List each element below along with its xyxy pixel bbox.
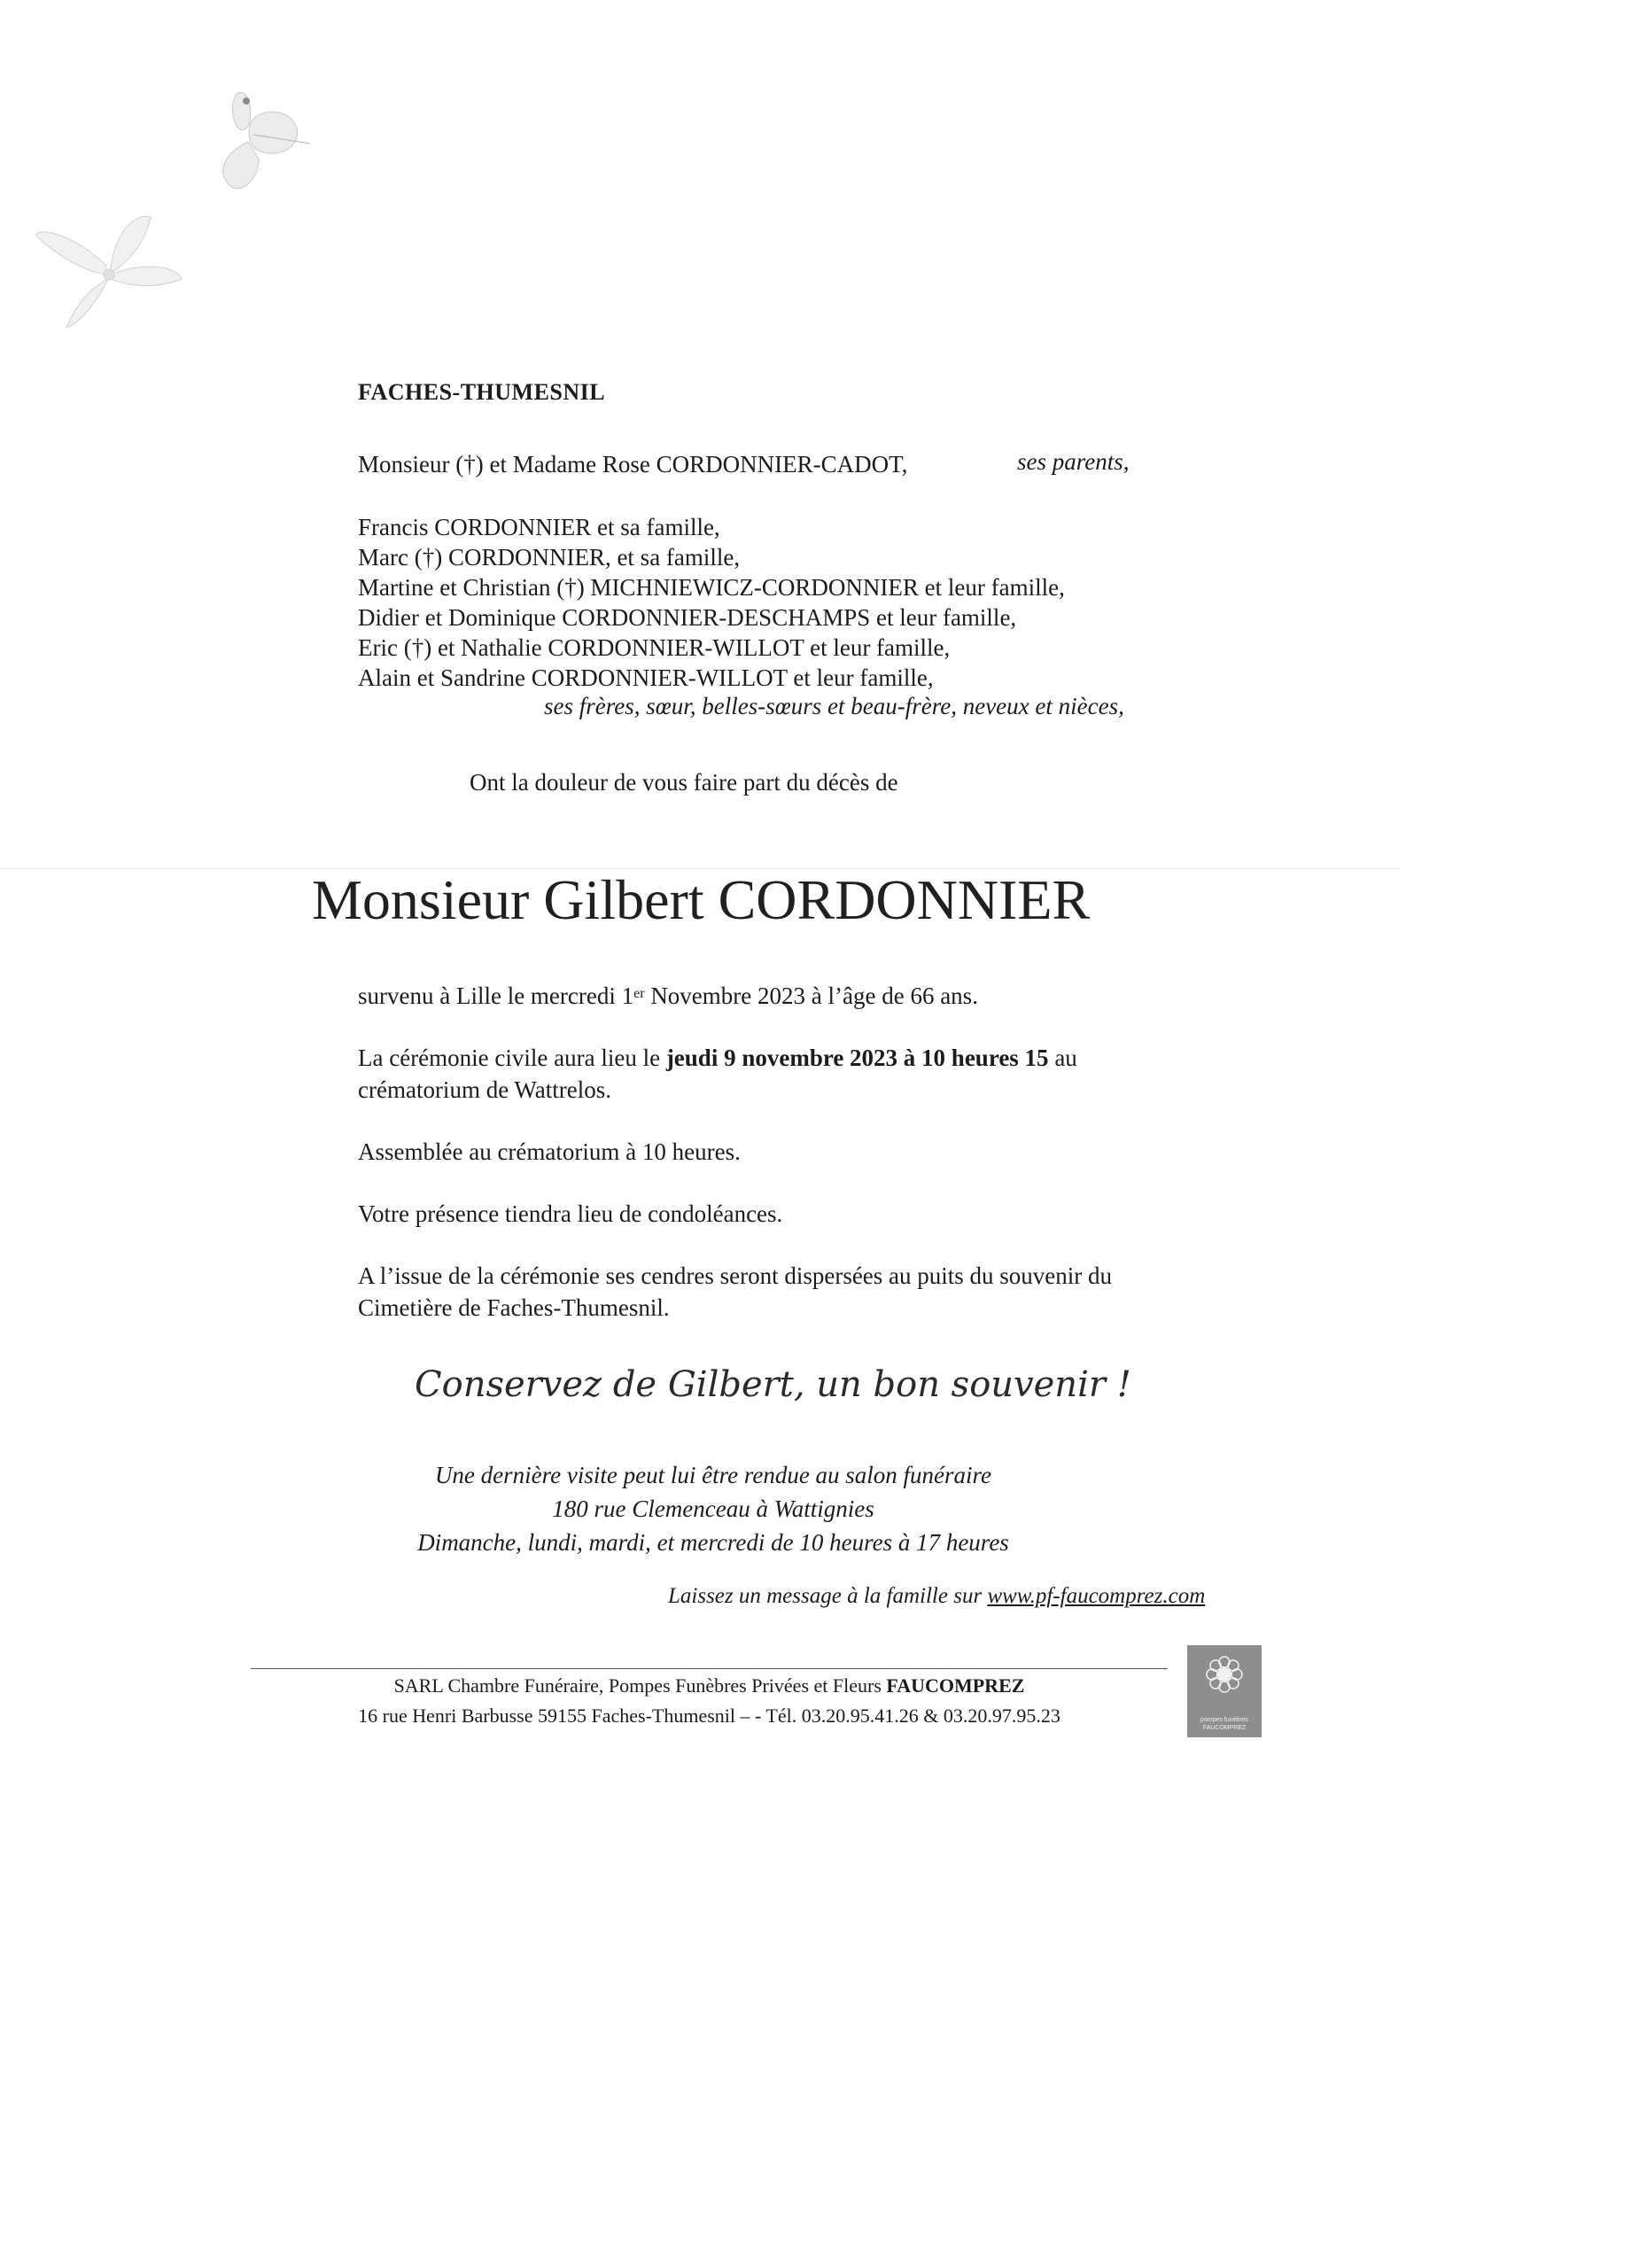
condolences-info: Votre présence tiendra lieu de condoléances. xyxy=(358,1200,783,1227)
visit-line: Dimanche, lundi, mardi, et mercredi de 10 heures à 17 heures xyxy=(417,1529,1009,1556)
flower-icon xyxy=(35,216,182,328)
footer xyxy=(251,1671,1168,1731)
family-member: Francis CORDONNIER et sa famille, xyxy=(358,514,720,540)
ceremony-place: crématorium de Wattrelos. xyxy=(358,1076,611,1103)
family-role: ses frères, sœur, belles-sœurs et beau-frère, neveux et nièces, xyxy=(544,693,1124,719)
announcement-intro: Ont la douleur de vous faire part du décès de xyxy=(470,769,898,796)
ashes-info-line2: Cimetière de Faches-Thumesnil. xyxy=(358,1294,670,1321)
logo-text: pompes funèbres FAUCOMPREZ xyxy=(1200,1717,1249,1731)
parents-line: Monsieur (†) et Madame Rose CORDONNIER-CADOT, xyxy=(358,451,908,478)
family-message-line: Laissez un message à la famille sur www.pf-faucomprez.com xyxy=(668,1584,1206,1608)
city-heading: FACHES-THUMESNIL xyxy=(358,379,606,405)
death-details: survenu à Lille le mercredi 1er Novembre 2023 à l’âge de 66 ans. xyxy=(358,983,978,1009)
butterfly-flower-decoration xyxy=(27,35,346,354)
footer-divider xyxy=(251,1668,1168,1669)
flower-logo-icon xyxy=(1187,1645,1262,1707)
family-member: Didier et Dominique CORDONNIER-DESCHAMPS et leur famille, xyxy=(358,604,1017,631)
handwritten-message: Conservez de Gilbert, un bon souvenir ! xyxy=(415,1364,1131,1405)
visit-line: Une dernière visite peut lui être rendue au salon funéraire xyxy=(434,1462,992,1488)
footer-address: 16 rue Henri Barbusse 59155 Faches-Thumesnil – - Tél. 03.20.95.41.26 & 03.20.97.95.23 xyxy=(358,1705,1060,1727)
assembly-info: Assemblée au crématorium à 10 heures. xyxy=(358,1138,741,1165)
deceased-name: Monsieur Gilbert CORDONNIER xyxy=(312,868,1091,931)
visit-line: 180 rue Clemenceau à Wattignies xyxy=(552,1495,874,1522)
company-logo xyxy=(1187,1645,1262,1737)
visit-info xyxy=(337,1458,1090,1559)
ashes-info-line1: A l’issue de la cérémonie ses cendres seront dispersées au puits du souvenir du xyxy=(358,1262,1113,1289)
parents-role: ses parents, xyxy=(1017,448,1130,475)
family-member: Eric (†) et Nathalie CORDONNIER-WILLOT et leur famille, xyxy=(358,634,951,661)
family-member: Alain et Sandrine CORDONNIER-WILLOT et leur famille, xyxy=(358,664,934,691)
family-list xyxy=(358,512,1065,693)
butterfly-icon xyxy=(223,92,310,188)
footer-company: SARL Chambre Funéraire, Pompes Funèbres Privées et Fleurs FAUCOMPREZ xyxy=(393,1674,1025,1697)
family-member: Marc (†) CORDONNIER, et sa famille, xyxy=(358,544,741,571)
family-member: Martine et Christian (†) MICHNIEWICZ-CORDONNIER et leur famille, xyxy=(358,574,1065,601)
ceremony-details: La cérémonie civile aura lieu le jeudi 9 novembre 2023 à 10 heures 15 au xyxy=(358,1045,1077,1071)
website-link[interactable]: www.pf-faucomprez.com xyxy=(987,1584,1206,1608)
